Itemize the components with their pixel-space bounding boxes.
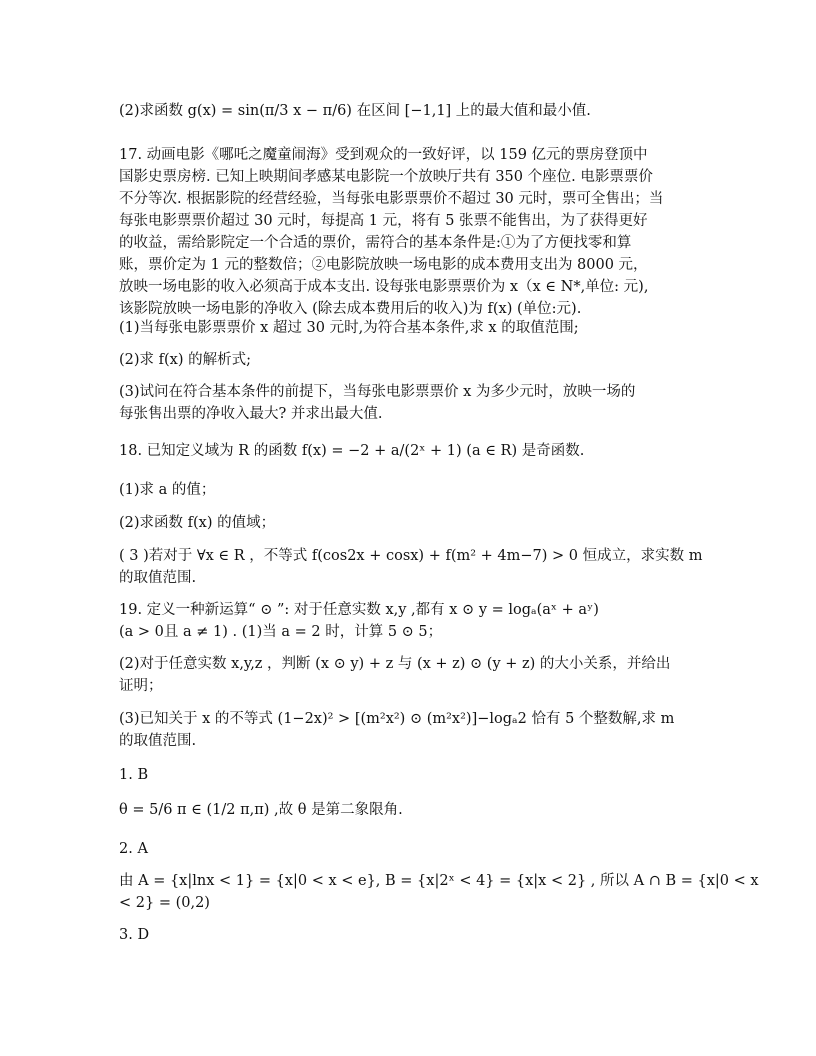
- q17-part2-text: (2)求 f(x) 的解析式;: [119, 352, 252, 368]
- q19-part3: [119, 708, 701, 752]
- answer-3-label: [119, 924, 701, 946]
- answer-1-label: [119, 764, 701, 786]
- q18-stem: [119, 440, 701, 462]
- q16-part2-text: (2)求函数 g(x) = sin(π/3 x − π/6) 在区间 [−1,1] 上的最大值和最小值.: [119, 103, 591, 119]
- q18-part3: [119, 545, 701, 589]
- q17-part3-line: (3)试问在符合基本条件的前提下，当每张电影票票价 x 为多少元时，放映一场的: [119, 384, 636, 400]
- q17-stem-line: 账，票价定为 1 元的整数倍；②电影院放映一场电影的成本费用支出为 8000 元，: [119, 257, 648, 273]
- answer-1-explanation: [119, 799, 701, 821]
- q18-part3-line: ( 3 )若对于 ∀x ∈ R ，不等式 f(cos2x + cosx) + f(m² + 4m−7) > 0 恒成立，求实数 m: [119, 548, 703, 564]
- q17-stem-line: 不分等次. 根据影院的经营经验，当每张电影票票价不超过 30 元时，票可全售出；当: [119, 191, 664, 207]
- q19-part2: [119, 653, 701, 697]
- answer-2-explanation: [119, 870, 759, 914]
- q19-stem-line: (a > 0且 a ≠ 1) . (1)当 a = 2 时，计算 5 ⊙ 5；: [119, 624, 443, 640]
- q17-stem-line: 每张电影票票价超过 30 元时，每提高 1 元，将有 5 张票不能售出，为了获得更好: [119, 213, 648, 229]
- q17-part1-text: (1)当每张电影票票价 x 超过 30 元时,为符合基本条件,求 x 的取值范围;: [119, 320, 579, 336]
- q18-part3-line: 的取值范围.: [119, 570, 197, 586]
- q18-part2: [119, 512, 701, 534]
- q17-part3: [119, 381, 701, 425]
- answer-explanation-line: < 2} = (0,2): [119, 895, 210, 911]
- answer-label: 1. B: [119, 767, 149, 783]
- q18-part1-text: (1)求 a 的值；: [119, 482, 216, 498]
- q19-part3-line: (3)已知关于 x 的不等式 (1−2x)² > [(m²x²) ⊙ (m²x²)]−logₐ2 恰有 5 个整数解,求 m: [119, 711, 675, 727]
- q18-part1: [119, 479, 701, 501]
- q17-stem-line: 该影院放映一场电影的净收入 (除去成本费用后的收入)为 f(x) (单位:元).: [119, 301, 582, 317]
- answer-explanation: θ = 5/6 π ∈ (1/2 π,π) ,故 θ 是第二象限角.: [119, 802, 403, 818]
- q17-stem: [119, 144, 701, 320]
- q19-part3-line: 的取值范围.: [119, 733, 197, 749]
- q17-part3-line: 每张售出票的净收入最大? 并求出最大值.: [119, 406, 383, 422]
- q19-stem-line: 19. 定义一种新运算“ ⊙ ”: 对于任意实数 x,y ,都有 x ⊙ y = logₐ(aˣ + aʸ): [119, 602, 599, 618]
- q17-stem-line: 放映一场电影的收入必须高于成本支出. 设每张电影票票价为 x（x ∈ N*,单位: 元),: [119, 279, 649, 295]
- q17-stem-line: 的收益，需给影院定一个合适的票价，需符合的基本条件是:①为了方便找零和算: [119, 235, 632, 251]
- answer-label: 2. A: [119, 841, 148, 857]
- answer-2-label: [119, 838, 701, 860]
- q18-stem-text: 18. 已知定义域为 R 的函数 f(x) = −2 + a/(2ˣ + 1) (a ∈ R) 是奇函数.: [119, 443, 585, 459]
- q18-part2-text: (2)求函数 f(x) 的值域；: [119, 515, 276, 531]
- answer-explanation-line: 由 A = {x|lnx < 1} = {x|0 < x < e}, B = {x|2ˣ < 4} = {x|x < 2} , 所以 A ∩ B = {x|0 < x: [119, 873, 759, 889]
- q19-part2-line: (2)对于任意实数 x,y,z ，判断 (x ⊙ y) + z 与 (x + z) ⊙ (y + z) 的大小关系，并给出: [119, 656, 671, 672]
- q19-stem: [119, 599, 701, 643]
- answer-label: 3. D: [119, 927, 150, 943]
- q17-stem-line: 17. 动画电影《哪吒之魔童闹海》受到观众的一致好评，以 159 亿元的票房登顶中: [119, 147, 648, 163]
- q19-part2-line: 证明；: [119, 678, 163, 694]
- q17-part2: [119, 349, 701, 371]
- q16-part2: [119, 100, 701, 122]
- q17-stem-line: 国影史票房榜. 已知上映期间孝感某电影院一个放映厅共有 350 个座位. 电影票票价: [119, 169, 653, 185]
- q17-part1: [119, 317, 701, 339]
